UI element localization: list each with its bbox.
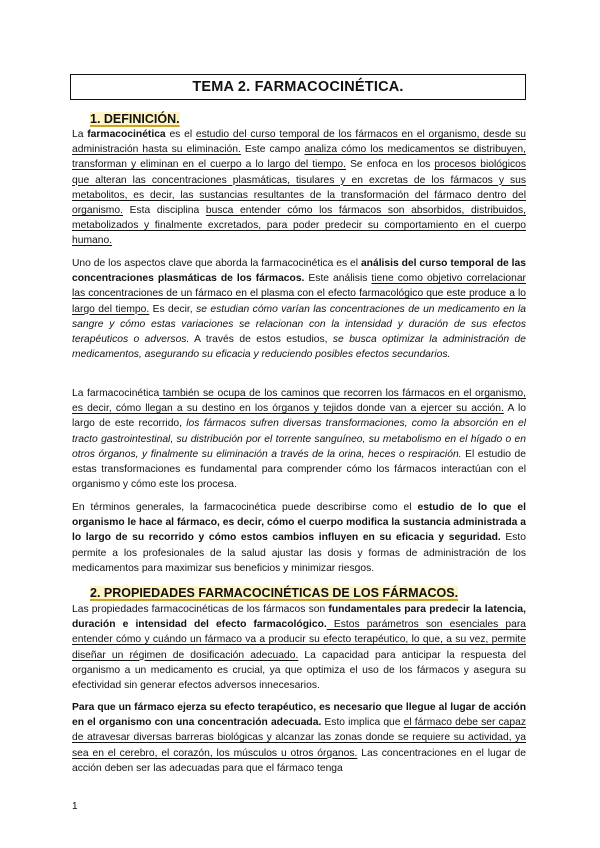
- section-2-heading: 2. PROPIEDADES FARMACOCINÉTICAS DE LOS FÁRMACOS.: [90, 586, 459, 600]
- section-1-paragraph-1: La farmacocinética es el estudio del curso temporal de los fármacos en el organismo, desde su administración hasta su eliminación. Este campo analiza cómo los medicamentos se distribuyen, transforman y eliminan en el cuerpo a lo largo del tiempo. Se enfoca en los procesos biológicos que alteran las concentraciones plasmáticas, tisulares y en excretas de los fármacos y sus metabolitos, es decir, las sustancias resultantes de la transformación del fármaco dentro del organismo. Esta disciplina busca entender cómo los fármacos son absorbidos, distribuidos, metabolizados y finalmente excretados, para poder predecir su comportamiento en el cuerpo humano.: [72, 129, 527, 247]
- section-1-heading: 1. DEFINICIÓN.: [90, 112, 180, 126]
- section-1-paragraph-2: Uno de los aspectos clave que aborda la farmacocinética es el análisis del curso temporal de las concentraciones plasmáticas de los fármacos. Este análisis tiene como objetivo correlacionar las concentraciones de un fármaco en el plasma con el efecto farmacológico que este produce a lo largo del tiempo. Es decir, se estudian cómo varían las concentraciones de un medicamento en la sangre y cómo estas variaciones se relacionan con la intensidad y duración de sus efectos terapéuticos o adversos. A través de estos estudios, se busca optimizar la administración de medicamentos, asegurando su eficacia y reduciendo posibles efectos secundarios.: [72, 258, 527, 361]
- page-title: TEMA 2. FARMACOCINÉTICA.: [70, 74, 526, 100]
- page-number: 1: [72, 801, 78, 812]
- section-1-paragraph-4: En términos generales, la farmacocinética puede describirse como el estudio de lo que el organismo le hace al fármaco, es decir, cómo el cuerpo modifica la sustancia administrada a lo largo de su recorrido y cómo estos cambios influyen en su eficacia y seguridad. Esto permite a los profesionales de la salud ajustar las dosis y formas de administración de los medicamentos para maximizar sus beneficios y minimizar riesgos.: [72, 502, 527, 574]
- section-2-paragraph-1: Las propiedades farmacocinéticas de los fármacos son fundamentales para predecir la latencia, duración e intensidad del efecto farmacológico. Estos parámetros son esenciales para entender cómo y cuándo un fármaco va a producir su efecto terapéutico, lo que, a su vez, permite diseñar un régimen de dosificación adecuado. La capacidad para anticipar la respuesta del organismo a un medicamento es crucial, ya que optimiza el uso de los fármacos y asegura su efectividad sin generar efectos adversos innecesarios.: [72, 604, 526, 692]
- section-1-paragraph-3: La farmacocinética también se ocupa de los caminos que recorren los fármacos en el organismo, es decir, cómo llegan a su destino en los órganos y tejidos donde van a ejercer su acción. A lo largo de este recorrido, los fármacos sufren diversas transformaciones, como la absorción en el tracto gastrointestinal, su distribución por el torrente sanguíneo, su metabolismo en el hígado o en otros órganos, y finalmente su eliminación a través de la orina, heces o respiración. El estudio de estas transformaciones es fundamental para comprender cómo los fármacos interactúan con el organismo y cómo este los procesa.: [72, 388, 527, 491]
- section-2-paragraph-2: Para que un fármaco ejerza su efecto terapéutico, es necesario que llegue al lugar de acción en el organismo con una concentración adecuada. Esto implica que el fármaco debe ser capaz de atravesar diversas barreras biológicas y alcanzar las zonas donde se requiere su actividad, ya sea en el cerebro, el corazón, los músculos u otros órganos. Las concentraciones en el lugar de acción deben ser las adecuadas para que el fármaco tenga: [72, 702, 526, 774]
